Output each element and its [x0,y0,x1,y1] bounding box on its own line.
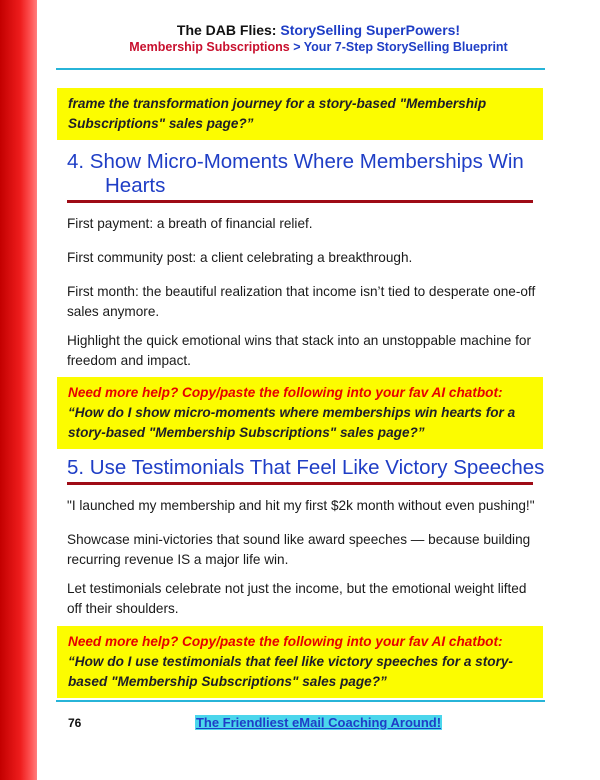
section4-heading [67,150,547,198]
header-subtitle-right: Your 7-Step StorySelling Blueprint [303,40,508,54]
page-header [37,22,600,55]
section4-heading-rule [67,200,533,203]
section5-prompt-highlight [57,626,543,698]
section5-prompt-text: “How do I use testimonials that feel like victory speeches for a story-based "Membership Subscriptions" sales page?” [68,654,513,689]
header-subtitle [37,39,600,55]
header-title [37,22,600,39]
header-title-prefix: The DAB Flies: [176,22,277,38]
section5-paragraph-3: Let testimonials celebrate not just the income, but the emotional weight lifted off their shoulders. [67,581,527,616]
page-number: 76 [68,716,82,730]
section5-paragraph-2: Showcase mini-victories that sound like award speeches — because building recurring revenue IS a major life win. [67,532,531,567]
left-red-margin-bar [0,0,37,780]
header-divider [56,68,545,70]
section4-paragraph-1: First payment: a breath of financial relief. [67,216,313,231]
section4-prompt-label: Need more help? Copy/paste the following into your fav AI chatbot: [68,385,503,400]
footer-coaching-link[interactable]: The Friendliest eMail Coaching Around! [195,715,442,730]
section5-heading [67,456,547,480]
section5-heading-text: 5. Use Testimonials That Feel Like Victory Speeches [67,456,545,479]
top-prompt-highlight [57,88,543,140]
header-subtitle-left: Membership Subscriptions [129,40,290,54]
header-subtitle-separator: > [293,40,301,54]
section4-heading-line1: 4. Show Micro-Moments Where Memberships Win [67,150,524,173]
section5-heading-rule [67,482,533,485]
section4-heading-line2: Hearts [105,174,166,197]
section4-paragraph-3: First month: the beautiful realization that income isn’t tied to desperate one-off sales anymore. [67,284,536,319]
footer-divider [56,700,545,702]
footer-link-container [37,715,600,730]
section4-paragraph-2: First community post: a client celebrating a breakthrough. [67,250,413,265]
section5-paragraph-1: "I launched my membership and hit my first $2k month without even pushing!" [67,498,535,513]
section4-paragraph-4: Highlight the quick emotional wins that stack into an unstoppable machine for freedom and impact. [67,333,531,368]
section4-prompt-highlight [57,377,543,449]
top-prompt-text: frame the transformation journey for a story-based "Membership Subscriptions" sales page?” [68,96,487,131]
header-title-highlight: StorySelling SuperPowers! [280,22,461,38]
section4-prompt-text: “How do I show micro-moments where memberships win hearts for a story-based "Membership Subscriptions" sales page?” [68,405,516,440]
section5-prompt-label: Need more help? Copy/paste the following into your fav AI chatbot: [68,634,503,649]
